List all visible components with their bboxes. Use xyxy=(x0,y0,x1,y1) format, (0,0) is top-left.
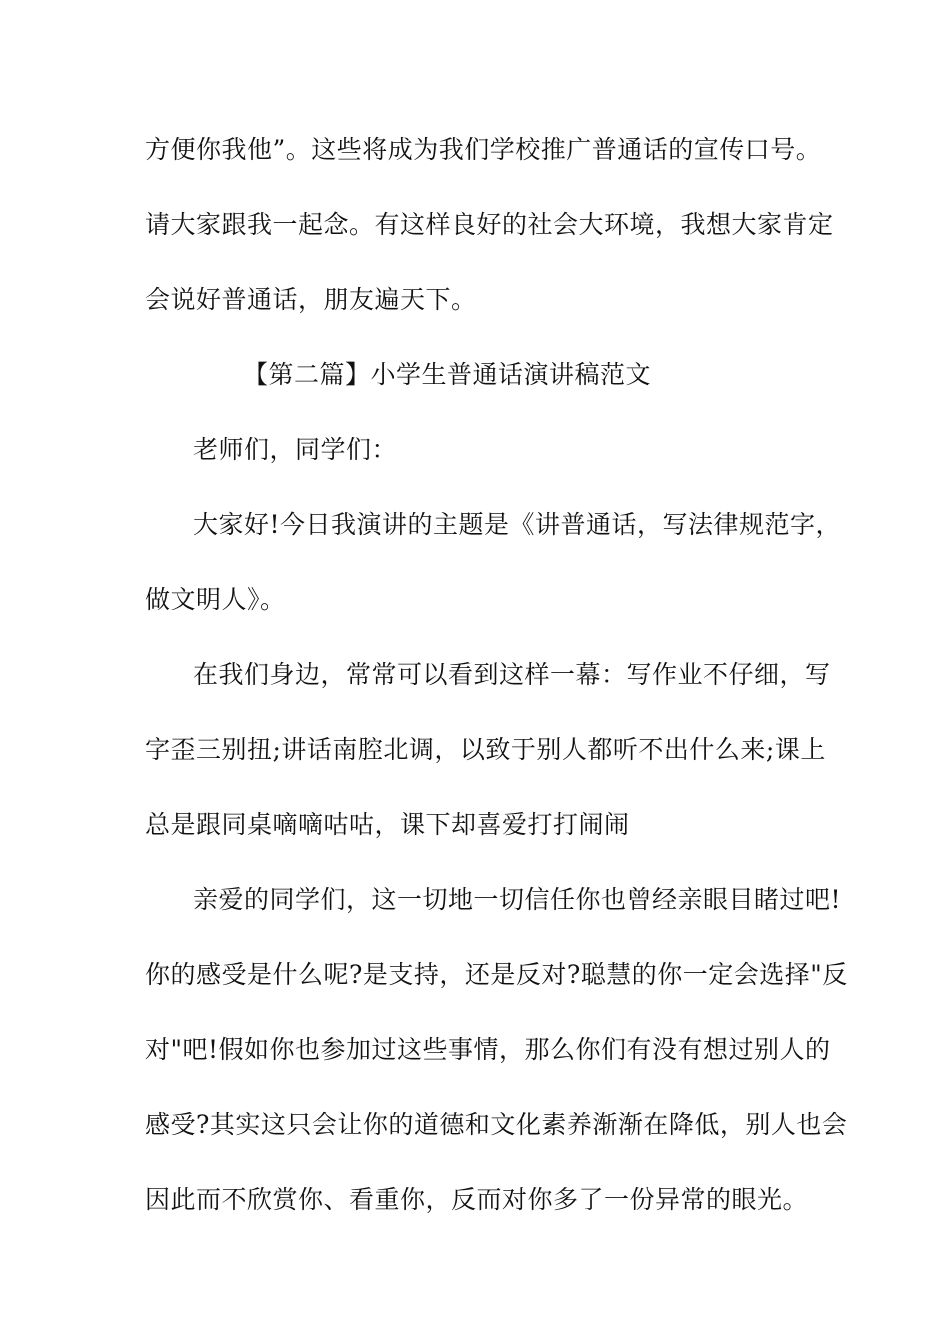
body-line-12: 你的感受是什么呢?是支持，还是反对?聪慧的你一定会选择"反 xyxy=(145,960,848,989)
body-line-1: 方便你我他”。这些将成为我们学校推广普通话的宣传口号。 xyxy=(145,135,822,164)
body-line-9: 字歪三别扭;讲话南腔北调，以致于别人都听不出什么来;课上 xyxy=(145,735,826,764)
body-line-6: 大家好!今日我演讲的主题是《讲普通话，写法律规范字， xyxy=(193,510,842,539)
salutation: 老师们，同学们： xyxy=(193,435,398,464)
body-line-2: 请大家跟我一起念。有这样良好的社会大环境，我想大家肯定 xyxy=(145,210,834,239)
body-line-3: 会说好普通话，朋友遍天下。 xyxy=(145,285,477,314)
body-line-11: 亲爱的同学们，这一切地一切信任你也曾经亲眼目睹过吧! xyxy=(193,885,842,914)
section-heading: 【第二篇】小学生普通话演讲稿范文 xyxy=(243,360,652,389)
body-line-14: 感受?其实这只会让你的道德和文化素养渐渐在降低，别人也会 xyxy=(145,1110,848,1139)
body-line-7: 做文明人》。 xyxy=(145,585,286,614)
body-line-15: 因此而不欣赏你、看重你，反而对你多了一份异常的眼光。 xyxy=(145,1185,809,1214)
body-line-13: 对"吧!假如你也参加过这些事情，那么你们有没有想过别人的 xyxy=(145,1035,831,1064)
body-line-10: 总是跟同桌嘀嘀咕咕，课下却喜爱打打闹闹 xyxy=(145,810,630,839)
body-line-8: 在我们身边，常常可以看到这样一幕：写作业不仔细，写 xyxy=(193,660,831,689)
